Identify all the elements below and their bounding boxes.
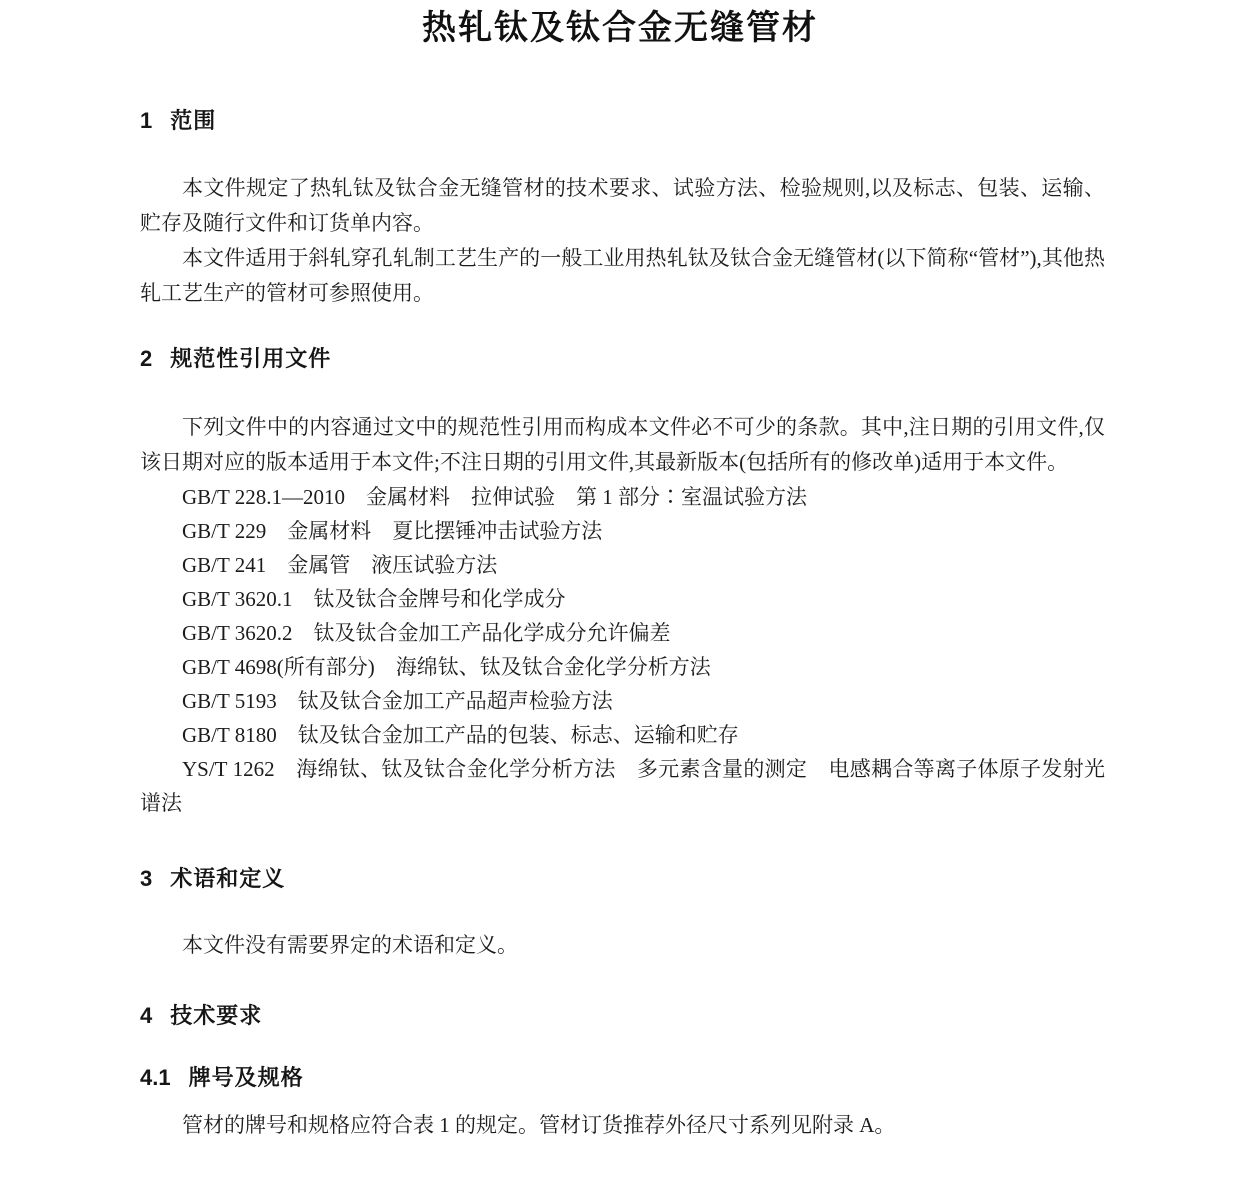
- reference-item: GB/T 8180 钛及钛合金加工产品的包装、标志、运输和贮存: [182, 723, 739, 747]
- reference-item: GB/T 3620.2 钛及钛合金加工产品化学成分允许偏差: [182, 621, 671, 645]
- reference-list: [140, 480, 1105, 820]
- reference-item: GB/T 229 金属材料 夏比摆锤冲击试验方法: [182, 519, 603, 543]
- subsection-heading: [140, 1065, 1105, 1091]
- section-heading: [140, 346, 1105, 372]
- document-body: [0, 108, 1240, 1143]
- paragraph: 本文件没有需要界定的术语和定义。: [182, 933, 518, 957]
- section-title: 范围: [170, 108, 217, 133]
- reference-item: YS/T 1262 海绵钛、钛及钛合金化学分析方法 多元素含量的测定 电感耦合等离子体原子发射光谱法: [140, 757, 1105, 815]
- section-heading: [140, 866, 1105, 892]
- reference-item: GB/T 241 金属管 液压试验方法: [182, 553, 498, 577]
- section-number: 1: [140, 108, 153, 133]
- reference-item: GB/T 228.1—2010 金属材料 拉伸试验 第 1 部分∶室温试验方法: [182, 485, 807, 509]
- section-title: 技术要求: [170, 1003, 263, 1028]
- paragraph: 本文件适用于斜轧穿孔轧制工艺生产的一般工业用热轧钛及钛合金无缝管材(以下简称“管材”),其他热轧工艺生产的管材可参照使用。: [140, 246, 1105, 305]
- section-heading: [140, 1003, 1105, 1029]
- section-scope: [140, 108, 1105, 311]
- section-normative-references: [140, 346, 1105, 820]
- reference-item: GB/T 4698(所有部分) 海绵钛、钛及钛合金化学分析方法: [182, 655, 711, 679]
- subsection-grades-specifications: [140, 1065, 1105, 1143]
- subsection-number: 4.1: [140, 1065, 171, 1090]
- reference-item: GB/T 3620.1 钛及钛合金牌号和化学成分: [182, 587, 566, 611]
- document-title: 热轧钛及钛合金无缝管材: [422, 9, 818, 47]
- paragraph: 本文件规定了热轧钛及钛合金无缝管材的技术要求、试验方法、检验规则,以及标志、包装、运输、贮存及随行文件和订货单内容。: [140, 176, 1105, 235]
- paragraph: 管材的牌号和规格应符合表 1 的规定。管材订货推荐外径尺寸系列见附录 A。: [182, 1113, 896, 1137]
- section-technical-requirements: [140, 1003, 1105, 1143]
- section-number: 3: [140, 866, 153, 891]
- section-terms-definitions: [140, 866, 1105, 963]
- section-number: 4: [140, 1003, 153, 1028]
- section-heading: [140, 108, 1105, 134]
- paragraph: 下列文件中的内容通过文中的规范性引用而构成本文件必不可少的条款。其中,注日期的引用文件,仅该日期对应的版本适用于本文件;不注日期的引用文件,其最新版本(包括所有的修改单)适用于本文件。: [140, 415, 1105, 474]
- section-number: 2: [140, 346, 153, 371]
- section-title: 术语和定义: [170, 866, 286, 891]
- section-title: 规范性引用文件: [170, 346, 332, 371]
- subsection-title: 牌号及规格: [188, 1065, 304, 1090]
- reference-item: GB/T 5193 钛及钛合金加工产品超声检验方法: [182, 689, 613, 713]
